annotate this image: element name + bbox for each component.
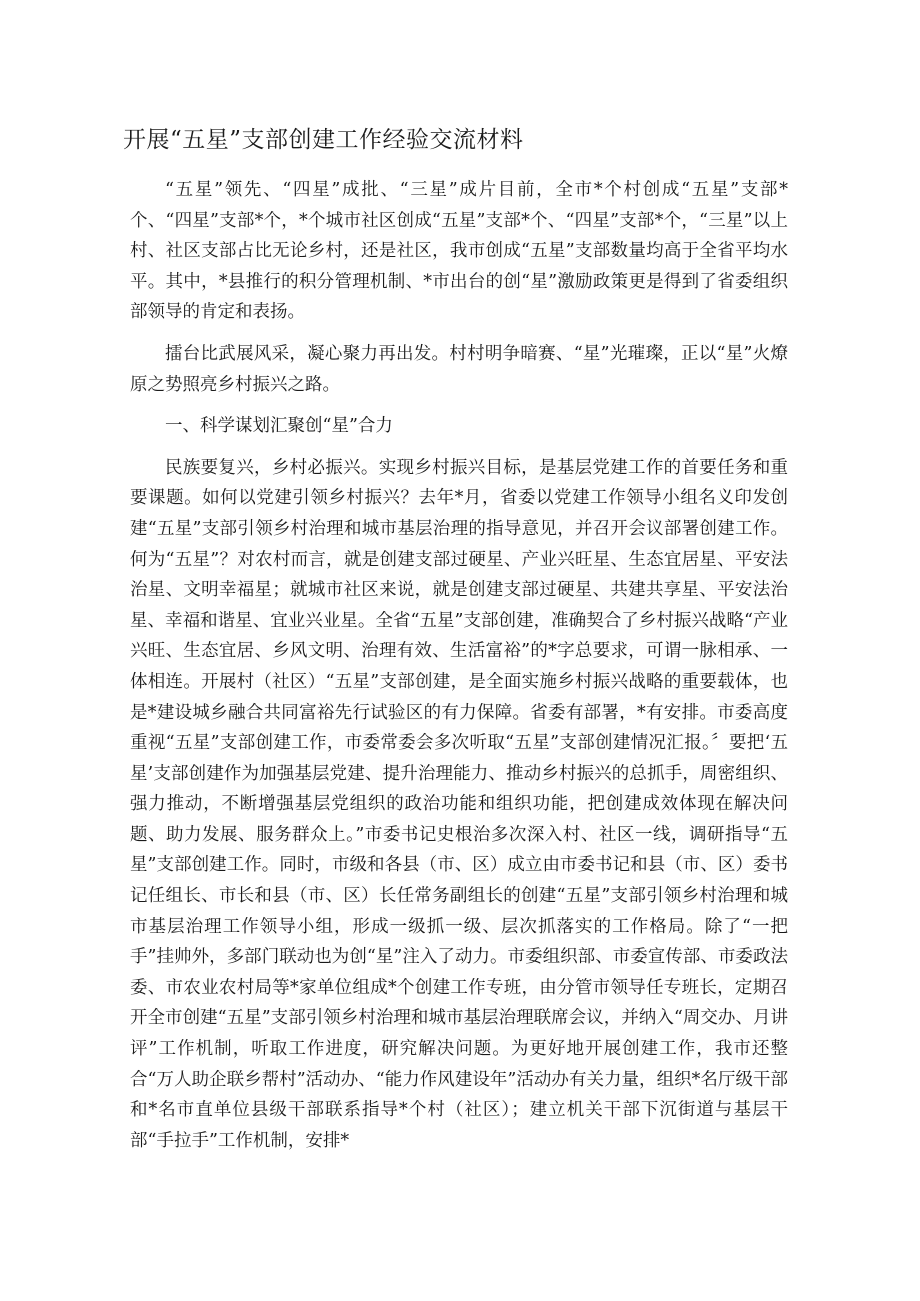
paragraph-intro: “五星”领先、“四星”成批、“三星”成片目前，全市*个村创成“五星”支部*个、“四星”支部*个，*个城市社区创成“五星”支部*个、“四星”支部*个，“三星”以上村、社区支部占比无论乡村，还是社区，我市创成“五星”支部数量均高于全省平均水平。其中，*县推行的积分管理机制、*市出台的创“星”激励政策更是得到了省委组织部领导的肯定和表扬。 — [130, 180, 788, 323]
paragraph-section-body: 民族要复兴，乡村必振兴。实现乡村振兴目标，是基层党建工作的首要任务和重要课题。如何以党建引领乡村振兴？去年*月，省委以党建工作领导小组名义印发创建“五星”支部引领乡村治理和城市基层治理的指导意见，并召开会议部署创建工作。何为“五星”？对农村而言，就是创建支部过硬星、产业兴旺星、生态宜居星、平安法治星、文明幸福星；就城市社区来说，就是创建支部过硬星、共建共享星、平安法治星、幸福和谐星、宜业兴业星。全省“五星”支部创建，准确契合了乡村振兴战略“产业兴旺、生态宜居、乡风文明、治理有效、生活富裕”的*字总要求，可谓一脉相承、一体相连。开展村（社区）“五星”支部创建，是全面实施乡村振兴战略的重要载体，也是*建设城乡融合共同富裕先行试验区的有力保障。省委有部署，*有安排。市委高度重视“五星”支部创建工作，市委常委会多次听取“五星”支部创建情况汇报。〞要把‘五星’支部创建作为加强基层党建、提升治理能力、推动乡村振兴的总抓手，周密组织、强力推动，不断增强基层党组织的政治功能和组织功能，把创建成效体现在解决问题、助力发展、服务群众上。”市委书记史根治多次深入村、社区一线，调研指导“五星”支部创建工作。同时，市级和各县（市、区）成立由市委书记和县（市、区）委书记任组长、市长和县（市、区）长任常务副组长的创建“五星”支部引领乡村治理和城市基层治理工作领导小组，形成一级抓一级、层次抓落实的工作格局。除了“一把手”挂帅外，多部门联动也为创“星”注入了动力。市委组织部、市委宣传部、市委政法委、市农业农村局等*家单位组成*个创建工作专班，由分管市领导任专班长，定期召开全市创建“五星”支部引领乡村治理和城市基层治理联席会议，并纳入“周交办、月讲评”工作机制，听取工作进度，研究解决问题。为更好地开展创建工作，我市还整合“万人助企联乡帮村”活动办、“能力作风建设年”活动办有关力量，组织*名厅级干部和*名市直单位县级干部联系指导*个村（社区）；建立机关干部下沉街道与基层干部“手拉手”工作机制，安排* — [130, 457, 788, 1151]
paragraph-summary: 擂台比武展风采，凝心聚力再出发。村村明争暗赛、“星”光璀璨，正以“星”火燎原之势照亮乡村振兴之路。 — [130, 343, 788, 395]
document-title: 开展“五星”支部创建工作经验交流材料 — [123, 127, 524, 153]
document-body — [130, 175, 788, 1156]
section-heading: 一、科学谋划汇聚创“星”合力 — [165, 416, 393, 437]
